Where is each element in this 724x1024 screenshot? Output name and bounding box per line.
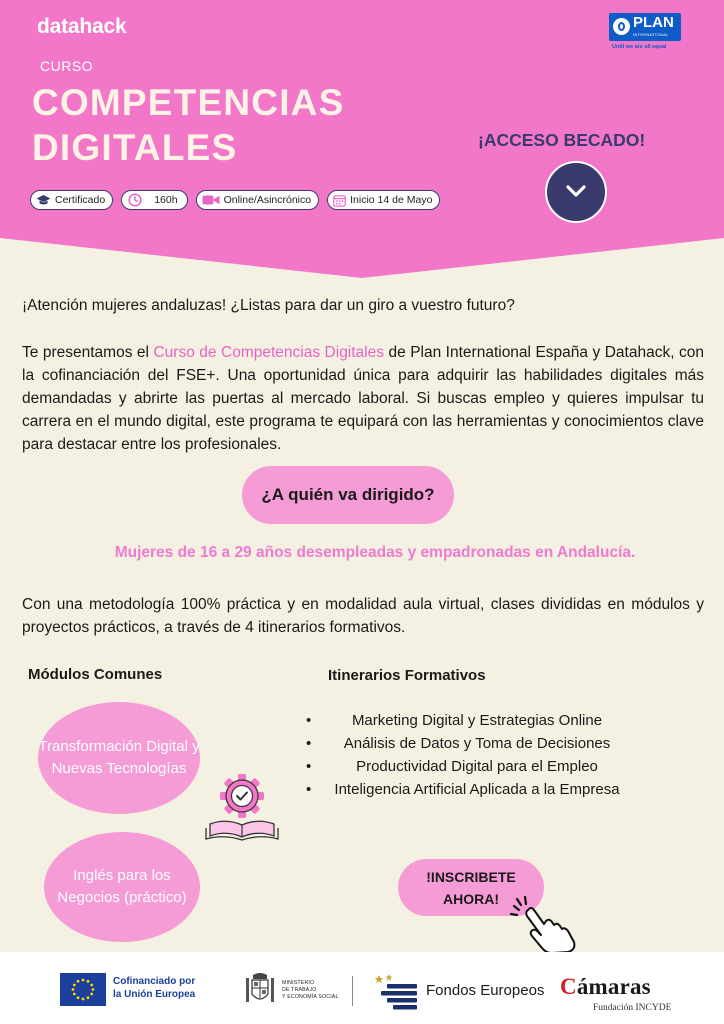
enroll-now-line2: AHORA! — [442, 890, 499, 907]
course-eyebrow: CURSO — [40, 58, 94, 74]
chevron-down-icon — [564, 184, 588, 200]
scroll-down-button[interactable] — [545, 161, 607, 223]
pill-modality — [196, 190, 320, 210]
module-item: Inglés para los Negocios (práctico) — [44, 832, 200, 942]
pill-hours — [121, 190, 187, 210]
intro-paragraph-rest: de Plan International España y Datahack, con la cofinanciación del FSE+. Una oportunidad única para adquirir las habilidades digitales más demandadas y abrirte las puertas al mercado laboral. Si buscas empleo y quieres impulsar tu carrera en el mundo digital, este programa te equipará con las herramientas y conocimientos clave para destacar entre los profesionales. — [22, 344, 704, 453]
eu-text-line2: la Unión Europea — [113, 989, 196, 1000]
pill-start-date — [327, 190, 440, 210]
spanish-coat-of-arms-icon — [243, 972, 277, 1008]
video-camera-icon — [202, 194, 220, 206]
calendar-icon — [333, 194, 346, 207]
ministry-line1: MINISTERIO — [282, 980, 315, 986]
ministry-line2: DE TRABAJO — [282, 987, 317, 993]
camaras-word: ámaras — [576, 974, 651, 999]
ministry-text — [282, 980, 339, 1001]
eu-flag-icon — [60, 973, 106, 1006]
course-info-pills — [30, 190, 440, 210]
camaras-subtitle: Fundación INCYDE — [593, 1003, 672, 1013]
pill-certificado — [30, 190, 113, 210]
pointing-hand-icon — [508, 896, 580, 954]
datahack-logo: datahack — [37, 15, 127, 38]
methodology-paragraph: Con una metodología 100% práctica y en modalidad aula virtual, clases divididas en módulos y proyectos prácticos, a través de 4 itinerarios formativos. — [22, 596, 704, 636]
pill-modality-label: Online/Asincrónico — [223, 194, 312, 206]
intro-line: ¡Atención mujeres andaluzas! ¿Listas para dar un giro a vuestro futuro? — [22, 297, 515, 314]
camaras-initial: C — [560, 974, 577, 999]
itinerary-item: • Inteligencia Artificial Aplicada a la Empresa — [300, 778, 640, 801]
graduation-cap-icon — [36, 194, 51, 206]
modules-heading: Módulos Comunes — [28, 666, 163, 683]
plan-logo-tagline: Until we are all equal — [612, 44, 667, 50]
course-title-line2: DIGITALES — [32, 127, 238, 168]
fondos-europeos-mark-icon — [375, 973, 420, 1013]
plan-logo-word: PLAN — [633, 14, 674, 31]
plan-international-logo — [609, 13, 681, 51]
fondos-europeos-text: Fondos Europeos — [426, 982, 545, 999]
clock-icon — [128, 193, 142, 207]
plan-logo-sub: INTERNATIONAL — [633, 32, 669, 37]
course-title-line1: COMPETENCIAS — [32, 82, 345, 123]
access-label: ¡ACCESO BECADO! — [478, 130, 646, 150]
course-name-highlight: Curso de Competencias Digitales — [153, 344, 384, 361]
gear-book-icon — [204, 770, 280, 842]
pill-start-date-label: Inicio 14 de Mayo — [350, 194, 433, 206]
eu-text-line1: Cofinanciado por — [113, 976, 196, 987]
footer-divider — [352, 976, 353, 1006]
audience-answer: Mujeres de 16 a 29 años desempleadas y empadronadas en Andalucía. — [114, 544, 636, 561]
module-item: Transformación Digital y Nuevas Tecnologías — [38, 702, 200, 814]
itineraries-list — [300, 709, 640, 801]
itineraries-heading: Itinerarios Formativos — [328, 667, 486, 684]
enroll-now-line1: !INSCRIBETE — [426, 868, 516, 885]
camaras-logo — [560, 974, 651, 1000]
pill-certificado-label: Certificado — [55, 194, 106, 206]
intro-paragraph — [22, 341, 704, 456]
eu-cofinancing-text — [113, 975, 195, 1001]
audience-question-badge: ¿A quién va dirigido? — [242, 466, 454, 524]
course-title — [32, 80, 344, 170]
itinerary-item: • Análisis de Datos y Toma de Decisiones — [300, 732, 640, 755]
itinerary-item: • Productividad Digital para el Empleo — [300, 755, 640, 778]
ministry-line3: Y ECONOMÍA SOCIAL — [282, 994, 339, 1000]
intro-paragraph-start: Te presentamos el — [22, 344, 154, 361]
pill-hours-label: 160h — [154, 194, 178, 206]
itinerary-item: • Marketing Digital y Estrategias Online — [300, 709, 640, 732]
